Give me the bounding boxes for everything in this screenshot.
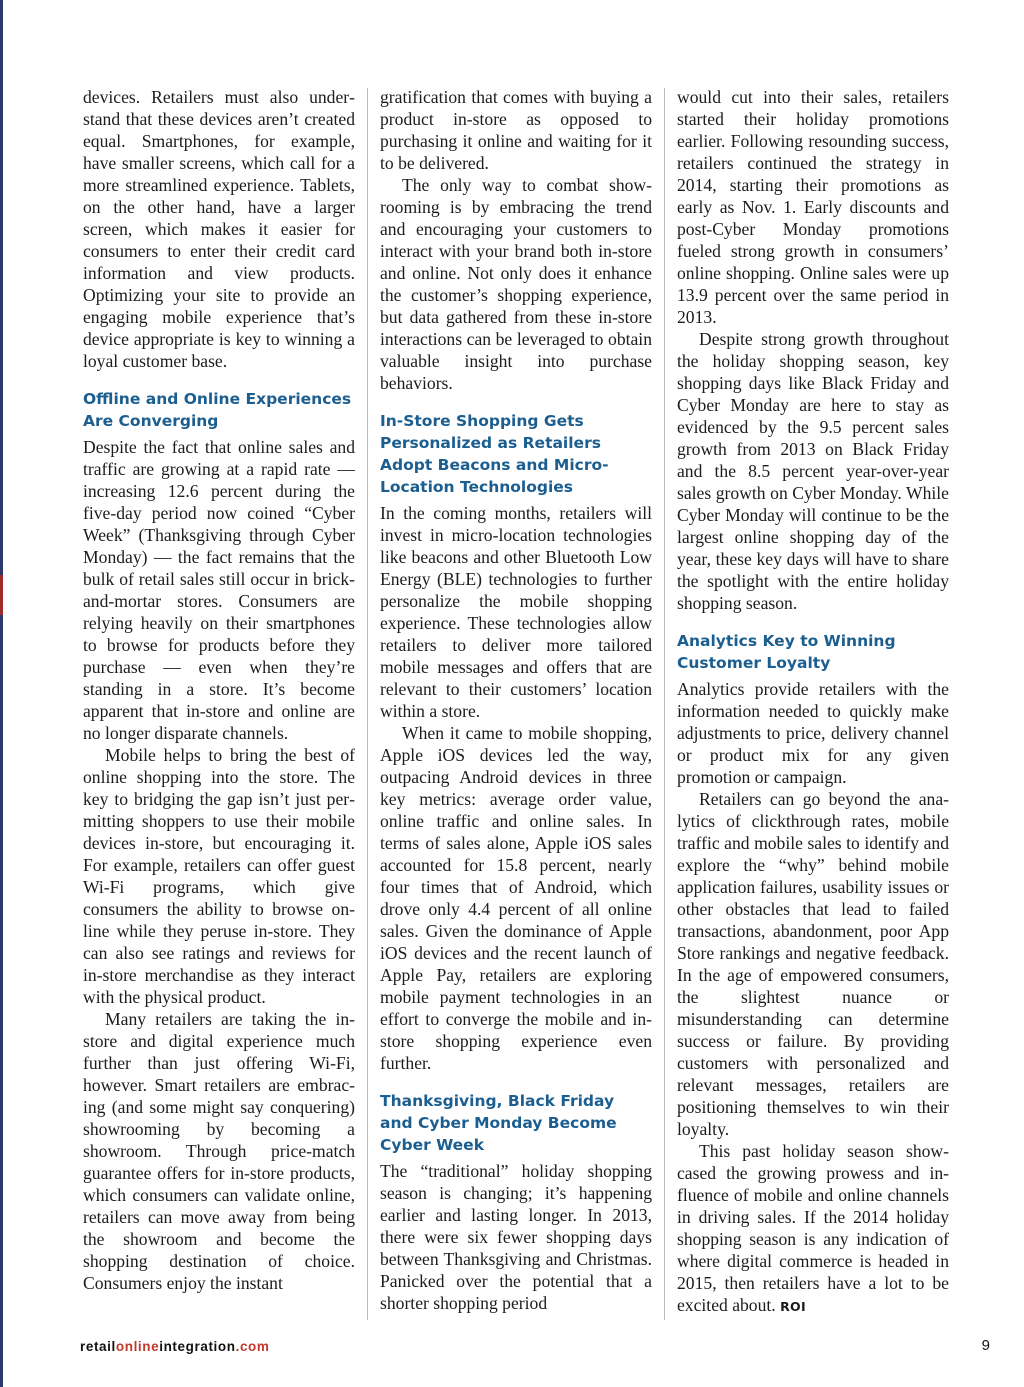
paragraph: [380, 174, 652, 394]
paragraph-text: The only way to combat showrooming is by embracing the trend and encouraging your customers to interact with your brand both in-store and online. Not only does it enhance the customer’s shopping experience, but data gathered from these in-store interactions can be leveraged to obtain valuable insight into purchase behaviors.: [380, 175, 652, 393]
paragraph-text: Despite the fact that online sales and traffic are growing at a rapid rate — increasing 12.6 percent during the five-day period now coined “Cyber Week” (Thanksgiving through Cyber Monday) — the fact remains that the bulk of retail sales still occur in brick-and-mortar stores. Consumers are relying heavily on their smartphones to browse for products before they purchase — even when they’re standing in a store. It’s become apparent that in-store and online are no longer disparate channels.: [83, 437, 355, 743]
paragraph: [677, 328, 949, 614]
paragraph: [677, 678, 949, 788]
paragraph-text: Retailers can go beyond the analytics of clickthrough rates, mobile traffic and mobile sales to identify and explore the “why” behind mobile application failures, usability issues or other obstacles that lead to failed transactions, abandonment, poor App Store rankings and negative feedback. In the age of empowered consumers, the slightest nuance or misunderstanding can determine success or failure. By providing customers with personalized and relevant messages, retailers are positioning themselves to win their loyalty.: [677, 789, 949, 1139]
paragraph-text: This past holiday season showcased the growing prowess and influence of mobile and online channels in driving sales. If the 2014 holiday shopping season is any indication of where digital commerce is headed in 2015, then retailers have a lot to be excited about.: [677, 1141, 949, 1315]
paragraph-text: Many retailers are taking the in-store and digital experience much further than just offering Wi-Fi, however. Smart retailers are embracing (and some might say conquering) showrooming by becoming a showroom. Through price-match guarantee offers for in-store products, which consumers can validate online, retailers can move away from being the showroom and become the shopping destination of choice. Consumers enjoy the instant: [83, 1009, 355, 1293]
paragraph-text: gratification that comes with buying a product in-store as opposed to purchasing it online and waiting for it to be delivered.: [380, 87, 652, 173]
paragraph-text: would cut into their sales, retailers started their holiday promotions earlier. Following resounding success, retailers continued the strategy in 2014, starting their promotions as early as Nov. 1. Early discounts and post-Cyber Monday promotions fueled strong growth in consumers’ online shopping. Online sales were up 13.9 percent over the same period in 2013.: [677, 87, 949, 327]
paragraph: [380, 502, 652, 722]
page-edge-bar: [0, 0, 3, 1387]
paragraph: [677, 788, 949, 1140]
paragraph: [83, 436, 355, 744]
article-column-1: [83, 86, 355, 1294]
paragraph: [83, 86, 355, 372]
footer-site-part: integration: [159, 1339, 236, 1354]
footer-site-url[interactable]: [80, 1339, 270, 1354]
footer-site-part: retail: [80, 1339, 116, 1354]
paragraph-text: Despite strong growth throughout the holiday shopping season, key shopping days like Black Friday and Cyber Monday are here to stay as evidenced by the 9.5 percent sales growth from 2013 on Black Friday and the 8.5 percent year-over-year sales growth on Cyber Monday. While Cyber Monday will continue to be the largest online shopping day of the year, these key days will have to share the spotlight with the entire holiday shopping season.: [677, 329, 949, 613]
section-heading: Analytics Key to Winning Customer Loyalty: [677, 632, 896, 672]
end-mark-logo: ROI: [780, 1299, 806, 1314]
article-column-2: [380, 86, 652, 1314]
page-edge-accent: [0, 575, 3, 615]
paragraph-text: devices. Retailers must also understand that these devices aren’t created equal. Smartphones, for example, have smaller screens, which call for a more streamlined experience. Tablets, on the other hand, have a larger screen, which makes it easier for consumers to enter their credit card information and view products. Optimizing your site to provide an engaging mobile experience that’s device appropriate is key to winning a loyal customer base.: [83, 87, 355, 371]
article-column-3: [677, 86, 949, 1318]
paragraph-text: Mobile helps to bring the best of online shopping into the store. The key to bridging the gap isn’t just permitting shoppers to use their mobile devices in-store, but encouraging it. For example, retailers can offer guest Wi-Fi programs, which give consumers the ability to browse online while they peruse in-store. They can also see ratings and reviews for in-store merchandise as they interact with the physical product.: [83, 745, 355, 1007]
paragraph: [677, 1140, 949, 1318]
footer-site-part: .com: [235, 1339, 270, 1354]
paragraph: [380, 1160, 652, 1314]
paragraph: [380, 86, 652, 174]
column-divider: [367, 88, 368, 1320]
section-heading: Thanksgiving, Black Friday and Cyber Monday Become Cyber Week: [380, 1092, 617, 1154]
column-divider: [664, 88, 665, 1320]
paragraph: [83, 1008, 355, 1294]
page-number: 9: [981, 1337, 990, 1354]
footer-site-part: online: [115, 1339, 160, 1354]
paragraph: [83, 744, 355, 1008]
paragraph: [677, 86, 949, 328]
paragraph-text: The “traditional” holiday shopping season is changing; it’s happening earlier and lasting longer. In 2013, there were six fewer shopping days between Thanksgiving and Christmas. Panicked over the potential that a shorter shopping period: [380, 1161, 652, 1313]
paragraph-text: In the coming months, retailers will invest in micro-location technologies like beacons and other Bluetooth Low Energy (BLE) technologies to further personalize the mobile shopping experience. These technologies allow retailers to deliver more tailored mobile messages and offers that are relevant to their customers’ location within a store.: [380, 503, 652, 721]
paragraph-text: When it came to mobile shopping, Apple iOS devices led the way, outpacing Android devices in three key metrics: average order value, online traffic and online sales. In terms of sales alone, Apple iOS sales accounted for 15.8 percent, nearly four times that of Android, which drove only 4.4 percent of all online sales. Given the dominance of Apple iOS devices and the recent launch of Apple Pay, retailers are exploring mobile payment technologies in an effort to converge the mobile and in-store shopping experience even further.: [380, 723, 652, 1073]
paragraph: [380, 722, 652, 1074]
paragraph-text: Analytics provide retailers with the information needed to quickly make adjustments to price, delivery channel or product mix for any given promotion or campaign.: [677, 679, 949, 787]
section-heading: Offline and Online Experiences Are Converging: [83, 390, 352, 430]
section-heading: In-Store Shopping Gets Personalized as Retailers Adopt Beacons and Micro-Location Technologies: [380, 412, 609, 496]
